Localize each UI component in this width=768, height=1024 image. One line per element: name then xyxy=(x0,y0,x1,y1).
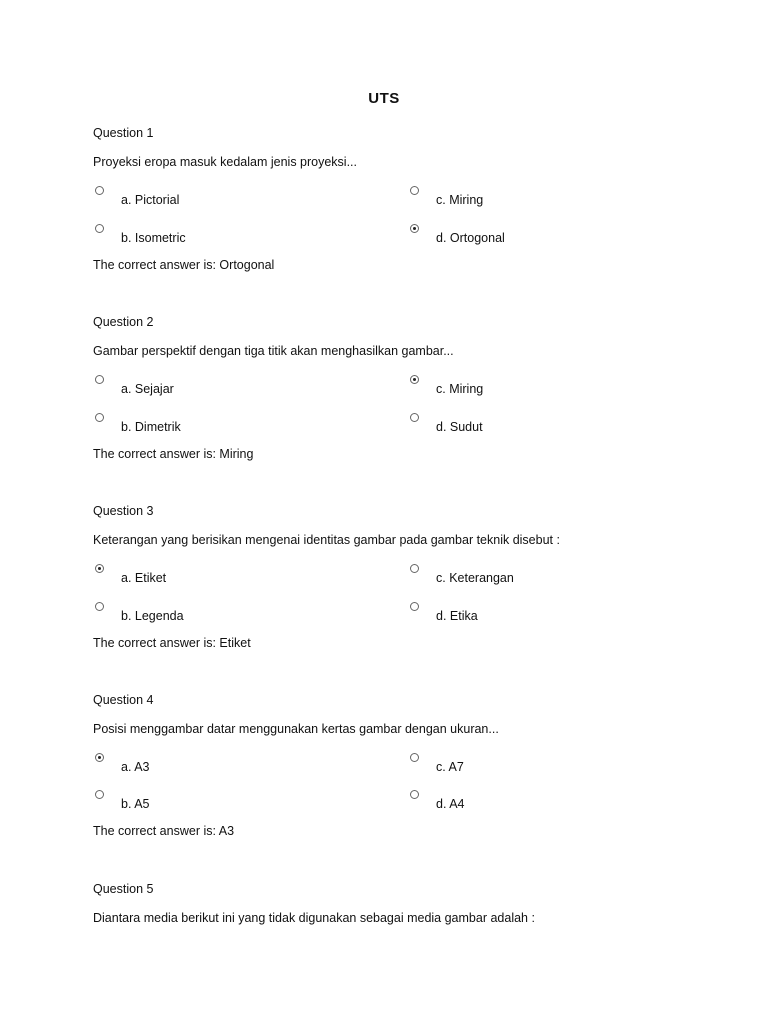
option-label: c. Miring xyxy=(436,193,484,207)
radio-button[interactable] xyxy=(95,413,104,422)
question-text: Keterangan yang berisikan mengenai identitas gambar pada gambar teknik disebut : xyxy=(93,533,560,547)
option-label: a. Pictorial xyxy=(121,193,180,207)
question-text: Posisi menggambar datar menggunakan kertas gambar dengan ukuran... xyxy=(93,722,499,736)
radio-button[interactable] xyxy=(95,375,104,384)
option-label: c. Miring xyxy=(436,382,484,396)
radio-button[interactable] xyxy=(95,224,104,233)
radio-button-selected[interactable] xyxy=(410,375,419,384)
radio-button-selected[interactable] xyxy=(410,224,419,233)
question-label: Question 5 xyxy=(93,882,154,896)
correct-answer: The correct answer is: Miring xyxy=(93,447,254,461)
radio-button[interactable] xyxy=(95,186,104,195)
option-label: a. A3 xyxy=(121,760,150,774)
page-title: UTS xyxy=(368,90,400,107)
option-label: c. Keterangan xyxy=(436,571,514,585)
question-label: Question 3 xyxy=(93,504,154,518)
option-label: a. Etiket xyxy=(121,571,167,585)
radio-button-selected[interactable] xyxy=(95,564,104,573)
option-label: b. Isometric xyxy=(121,231,186,245)
radio-button[interactable] xyxy=(410,790,419,799)
radio-button[interactable] xyxy=(410,564,419,573)
correct-answer: The correct answer is: Ortogonal xyxy=(93,258,275,272)
question-label: Question 1 xyxy=(93,126,154,140)
question-label: Question 2 xyxy=(93,315,154,329)
radio-button[interactable] xyxy=(410,413,419,422)
option-label: d. A4 xyxy=(436,797,465,811)
radio-button[interactable] xyxy=(410,753,419,762)
option-label: c. A7 xyxy=(436,760,464,774)
question-text: Proyeksi eropa masuk kedalam jenis proyeksi... xyxy=(93,155,358,169)
option-label: b. A5 xyxy=(121,797,150,811)
option-label: d. Etika xyxy=(436,609,478,623)
correct-answer: The correct answer is: Etiket xyxy=(93,636,251,650)
radio-button[interactable] xyxy=(410,186,419,195)
option-label: b. Dimetrik xyxy=(121,420,181,434)
radio-button-selected[interactable] xyxy=(95,753,104,762)
option-label: a. Sejajar xyxy=(121,382,174,396)
correct-answer: The correct answer is: A3 xyxy=(93,824,235,838)
question-text: Gambar perspektif dengan tiga titik akan menghasilkan gambar... xyxy=(93,344,454,358)
option-label: d. Sudut xyxy=(436,420,483,434)
question-label: Question 4 xyxy=(93,693,154,707)
question-text: Diantara media berikut ini yang tidak digunakan sebagai media gambar adalah : xyxy=(93,911,535,925)
radio-button[interactable] xyxy=(410,602,419,611)
option-label: b. Legenda xyxy=(121,609,184,623)
radio-button[interactable] xyxy=(95,602,104,611)
option-label: d. Ortogonal xyxy=(436,231,505,245)
radio-button[interactable] xyxy=(95,790,104,799)
